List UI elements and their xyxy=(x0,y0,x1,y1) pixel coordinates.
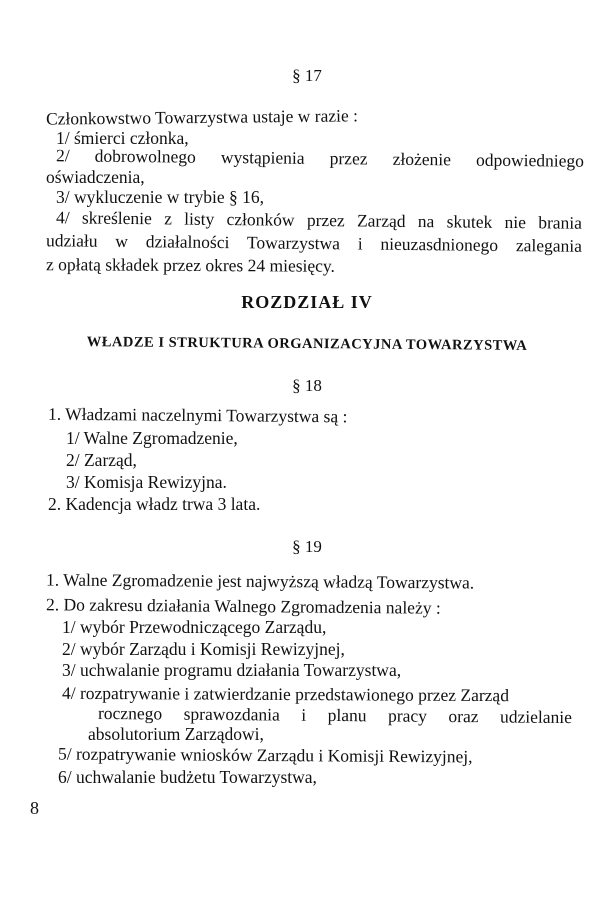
sec17-item-2-line-1: 2/ dobrowolnego wystąpienia przez złożenie odpowiedniego xyxy=(55,145,585,171)
sec18-paragraph-1: 1. Władzami naczelnymi Towarzystwa są : xyxy=(47,403,348,427)
sec17-item-4-line-1: 4/ skreślenie z listy członków przez Zarząd na skutek nie brania xyxy=(55,207,583,233)
page-number: 8 xyxy=(30,798,39,818)
sec17-item-4-line-2: udziału w działalności Towarzystwa i nieuzasdnionego zalegania xyxy=(45,230,583,256)
sec19-item-5: 5/ rozpatrywanie wniosków Zarządu i Komisji Rewizyjnej, xyxy=(57,743,473,767)
chapter-title: ROZDZIAŁ IV xyxy=(241,292,373,312)
sec17-item-3: 3/ wykluczenie w trybie § 16, xyxy=(56,187,265,207)
sec19-item-1: 1/ wybór Przewodniczącego Zarządu, xyxy=(62,617,327,637)
chapter-subtitle: WŁADZE I STRUKTURA ORGANIZACYJNA TOWARZYSTWA xyxy=(86,334,528,354)
sec19-paragraph-1: 1. Walne Zgromadzenie jest najwyższą władzą Towarzystwa. xyxy=(45,569,475,593)
sec17-intro: Członkowstwo Towarzystwa ustaje w razie : xyxy=(45,105,359,129)
sec18-item-3: 3/ Komisja Rewizyjna. xyxy=(66,472,227,492)
sec19-item-4-line-1: 4/ rozpatrywanie i zatwierdzanie przedstawionego przez Zarząd xyxy=(61,682,510,706)
sec19-item-4-line-3: absolutorium Zarządowi, xyxy=(88,724,264,744)
sec19-item-3: 3/ uchwalanie programu działania Towarzystwa, xyxy=(62,660,402,680)
sec17-item-2-line-2: oświadczenia, xyxy=(46,167,145,187)
sec18-item-2: 2/ Zarząd, xyxy=(66,450,137,470)
sec19-paragraph-2: 2. Do zakresu działania Walnego Zgromadzenia należy : xyxy=(45,594,441,618)
sec18-item-1: 1/ Walne Zgromadzenie, xyxy=(66,428,238,448)
section-18-title: § 18 xyxy=(292,376,322,395)
sec19-item-4-line-2: rocznego sprawozdania i planu pracy oraz udzielanie xyxy=(97,702,573,728)
sec17-item-1: 1/ śmierci członka, xyxy=(56,128,189,148)
sec18-paragraph-2: 2. Kadencja władz trwa 3 lata. xyxy=(48,494,261,514)
sec17-item-4-line-3: z opłatą składek przez okres 24 miesięcy. xyxy=(45,254,336,276)
sec19-item-6: 6/ uchwalanie budżetu Towarzystwa, xyxy=(58,767,317,787)
sec19-item-2: 2/ wybór Zarządu i Komisji Rewizyjnej, xyxy=(62,639,345,659)
section-17-title: § 17 xyxy=(292,66,322,85)
section-19-title: § 19 xyxy=(292,537,322,556)
